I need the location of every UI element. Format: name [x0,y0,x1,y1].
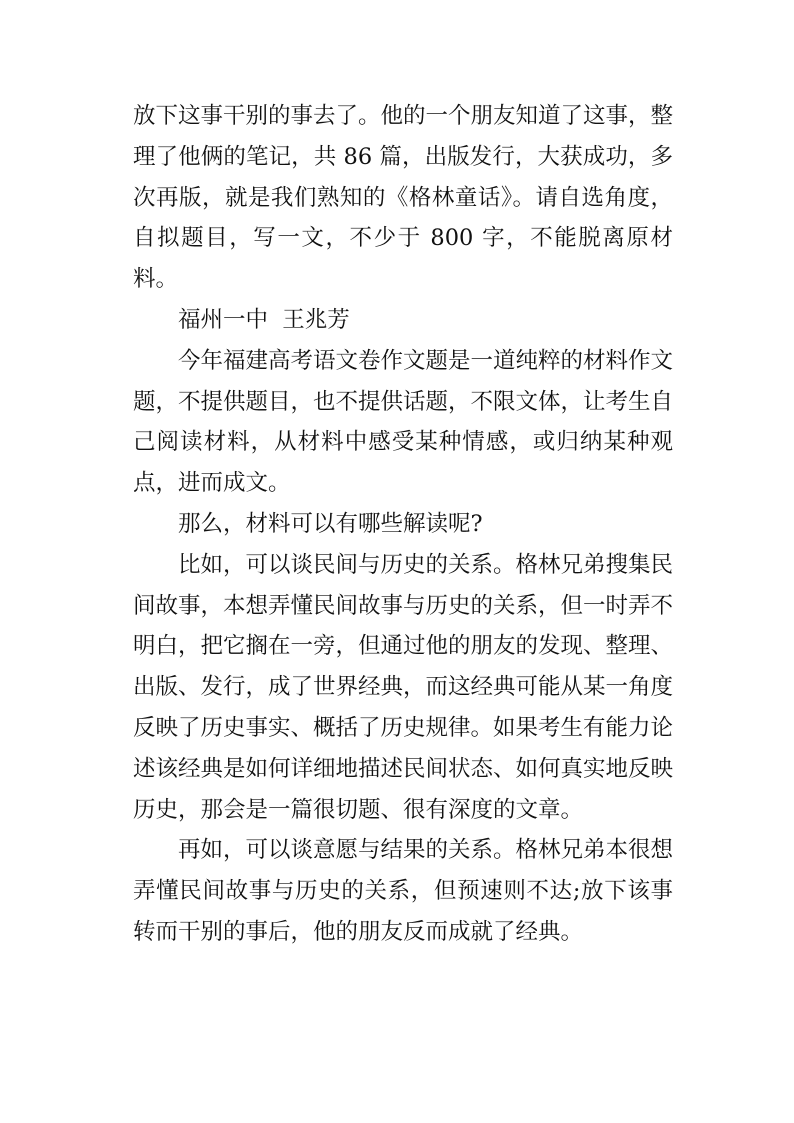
paragraph-intro: 今年福建高考语文卷作文题是一道纯粹的材料作文题，不提供题目，也不提供话题，不限文体，让考生自己阅读材料，从材料中感受某种情感，或归纳某种观点，进而成文。 [133,347,674,497]
paragraph-question: 那么，材料可以有哪些解读呢? [178,510,483,537]
paragraph-example-history: 比如，可以谈民间与历史的关系。格林兄弟搜集民间故事，本想弄懂民间故事与历史的关系，但一时弄不明白，把它搁在一旁，但通过他的朋友的发现、整理、出版、发行，成了世界经典，而这经典可能从某一角度反映了历史事实、概括了历史规律。如果考生有能力论述该经典是如何详细地描述民间状态、如何真实地反映历史，那会是一篇很切题、很有深度的文章。 [133,551,674,823]
paragraph-example-intent: 再如，可以谈意愿与结果的关系。格林兄弟本很想弄懂民间故事与历史的关系，但预速则不达;放下该事转而干别的事后，他的朋友反而成就了经典。 [133,837,674,945]
author-line: 福州一中 王兆芳 [178,306,350,333]
document-body [133,96,673,953]
paragraph-prompt-end: 放下这事干别的事去了。他的一个朋友知道了这事，整理了他俩的笔记，共 86 篇，出版发行，大获成功，多次再版，就是我们熟知的《格林童话》。请自选角度，自拟题目，写一文，不少于 800 字，不能脱离原材料。 [133,103,674,293]
